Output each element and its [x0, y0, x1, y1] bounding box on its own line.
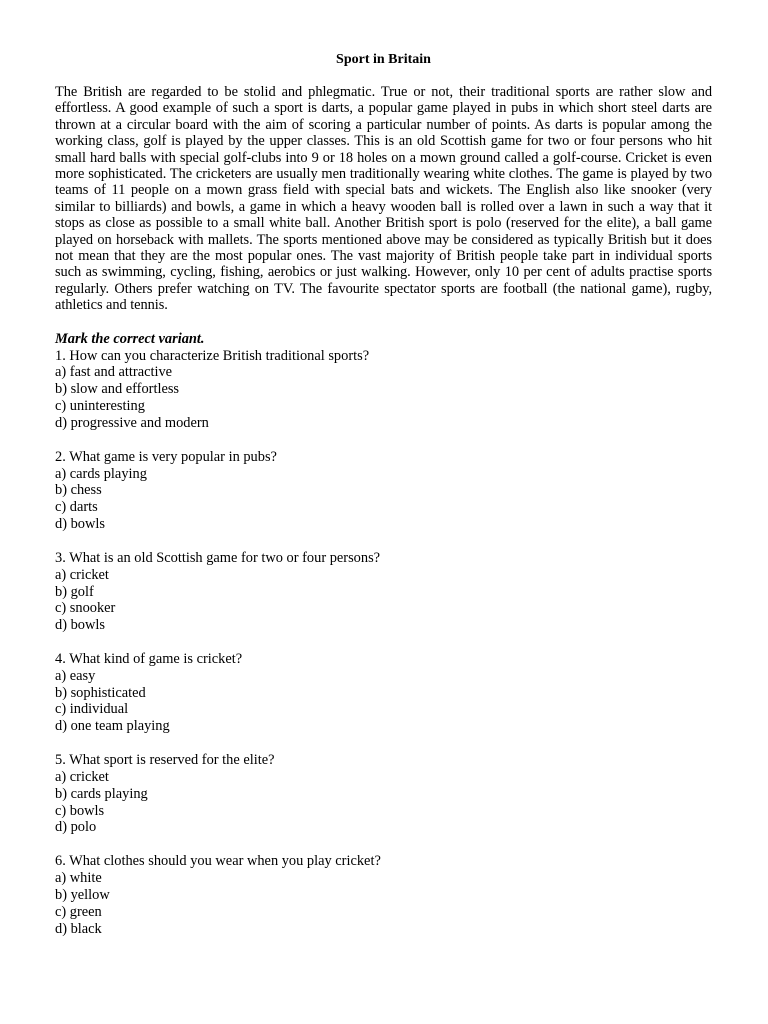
answer-option: c) bowls [55, 802, 105, 819]
question-text: 1. How can you characterize British traditional sports? [55, 347, 370, 364]
answer-option: b) slow and effortless [55, 381, 180, 398]
question-text: 4. What kind of game is cricket? [55, 650, 243, 667]
answer-option: d) progressive and modern [55, 414, 209, 431]
answer-option: a) easy [55, 667, 96, 684]
answer-option: c) snooker [55, 600, 116, 617]
document-page [55, 51, 712, 937]
question-block-5 [55, 752, 712, 836]
answer-option: d) one team playing [55, 718, 170, 735]
question-block-2 [55, 449, 712, 533]
question-block-1 [55, 348, 712, 432]
question-block-6 [55, 853, 712, 937]
question-text: 6. What clothes should you wear when you play cricket? [55, 853, 381, 870]
answer-option: a) fast and attractive [55, 364, 173, 381]
question-block-4 [55, 651, 712, 735]
answer-option: b) cards playing [55, 785, 148, 802]
answer-option: d) bowls [55, 617, 105, 634]
question-block-3 [55, 550, 712, 634]
answer-option: a) cricket [55, 566, 109, 583]
question-text: 5. What sport is reserved for the elite? [55, 752, 275, 769]
answer-option: b) golf [55, 583, 94, 600]
answer-option: b) yellow [55, 886, 110, 903]
answer-option: b) chess [55, 482, 102, 499]
answer-option: c) individual [55, 701, 129, 718]
answer-option: b) sophisticated [55, 684, 146, 701]
question-text: 3. What is an old Scottish game for two or four persons? [55, 549, 381, 566]
question-text: 2. What game is very popular in pubs? [55, 448, 277, 465]
answer-option: a) cricket [55, 768, 109, 785]
document-title: Sport in Britain [336, 52, 431, 67]
answer-option: d) black [55, 920, 102, 937]
answer-option: d) polo [55, 819, 97, 836]
answer-option: c) darts [55, 499, 98, 516]
answer-option: c) uninteresting [55, 398, 145, 415]
answer-option: a) white [55, 869, 102, 886]
answer-option: d) bowls [55, 516, 105, 533]
reading-passage: The British are regarded to be stolid and phlegmatic. True or not, their traditional sports are rather slow and effortless. A good example of such a sport is darts, a popular game played in pubs in which short steel darts are thrown at a circular board with the aim of scoring a particular number of points. As darts is popular among the working class, golf is played by the upper classes. This is an old Scottish game for two or four persons who hit small hard balls with special golf-clubs into 9 or 18 holes on a mown ground called a golf-course. Cricket is even more sophisticated. The cricketers are usually men traditionally wearing white clothes. The game is played by two teams of 11 people on a mown grass field with special bats and wickets. The English also like snooker (very similar to billiards) and bowls, a game in which a heavy wooden ball is rolled over a lawn in such a way that it stops as close as possible to a small white ball. Another British sport is polo (reserved for the elite), a ball game played on horseback with mallets. The sports mentioned above may be considered as typically British but it does not mean that they are the most popular ones. The vast majority of British people take part in individual sports such as swimming, cycling, fishing, aerobics or just walking. However, only 10 per cent of adults practise sports regularly. Others prefer watching on TV. The favourite spectator sports are football (the national game), rugby, athletics and tennis. [55, 84, 712, 314]
task-instruction: Mark the correct variant. [55, 330, 205, 347]
answer-option: c) green [55, 903, 102, 920]
answer-option: a) cards playing [55, 465, 147, 482]
